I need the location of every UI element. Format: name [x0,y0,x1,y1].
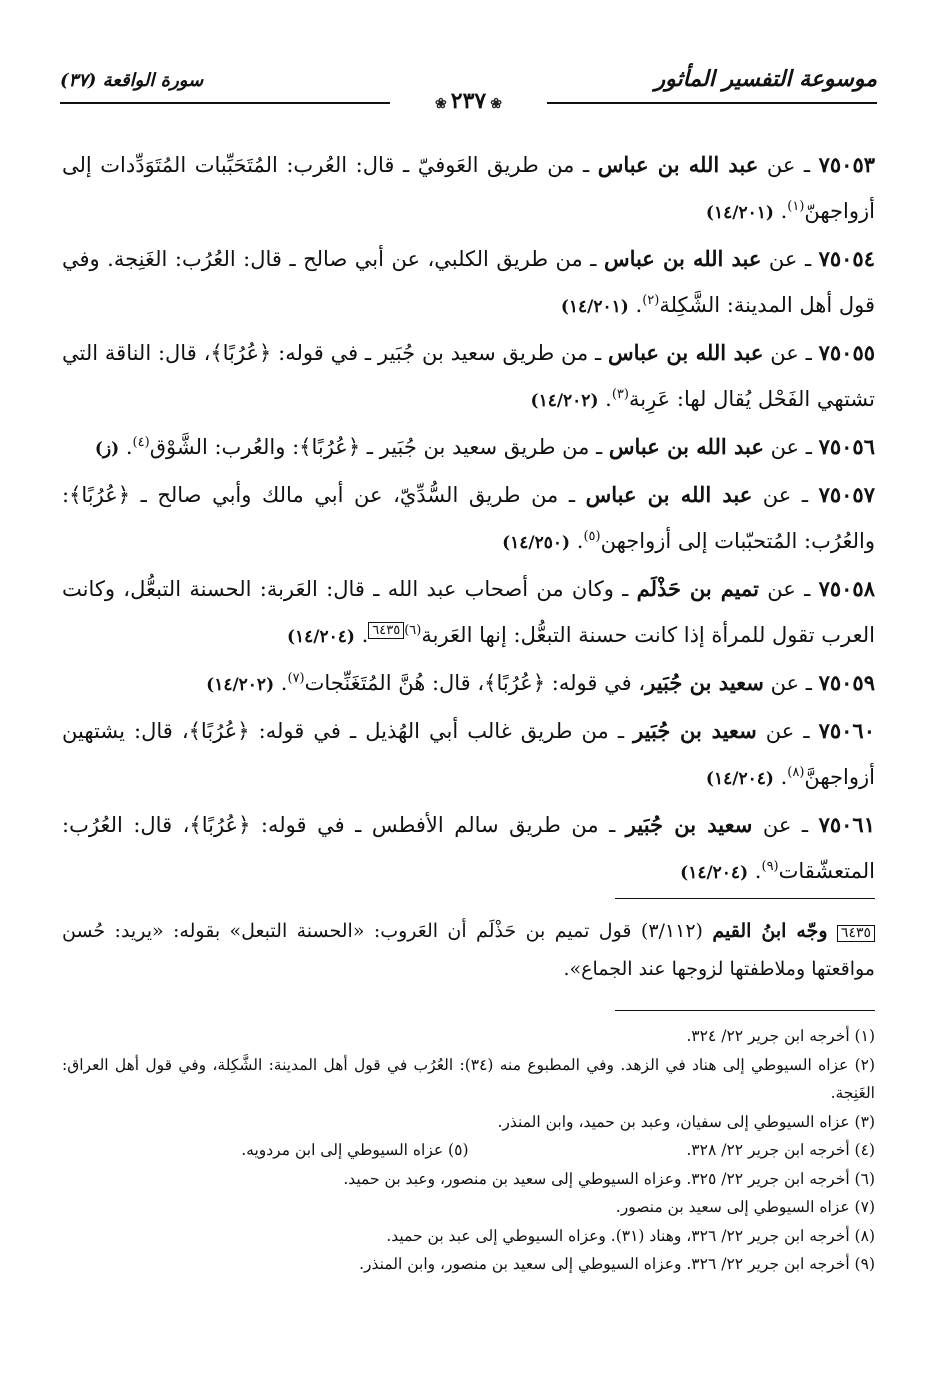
page-number-group [431,88,506,114]
entry-number: ٧٥٠٥٥ [818,340,876,365]
narrator-name: تميم بن حَذْلَم [636,576,759,601]
entry-text: . [773,199,788,223]
entry-text: . [748,859,762,883]
volume-ref: (١٤/٢٠٤) [705,769,774,789]
volume-ref: (ز) [94,439,120,459]
commentary-separator [615,898,875,899]
entry-number: ٧٥٠٥٧ [818,482,875,507]
footnote: (١) أخرجه ابن جرير ٢٢/ ٣٢٤. [686,1027,875,1045]
entry-number: ٧٥٠٥٦ [818,434,875,459]
entry-number: ٧٥٠٦١ [818,812,875,837]
entry-text: . [354,623,369,647]
volume-ref: (١٤/٢٠١) [705,203,774,223]
surah-label: سورة الواقعة (٣٧) [60,70,204,91]
commentary-text: (٣/١١٢) قول تميم بن حَذْلَم أن العَروب: «الحسنة التبعل» بقوله: «يريد: حُسن مواقعتها وملاطفتها لزوجها عند الجماع». [62,920,875,980]
entry-text: ـ عن [756,719,819,743]
footnote: (٨) أخرجه ابن جرير ٢٢/ ٣٢٦، وهناد (٣١). وعزاه السيوطي إلى عبد بن حميد. [386,1226,875,1245]
entry-text: ـ من طريق سعيد بن جُبَير ـ في قوله: ﴿عُرُبًا﴾، قال: الناقة التي تشتهي الفَحْل يُقال لها: عَرِبة [62,341,875,411]
volume-ref: (١٤/٢٠١) [560,297,629,317]
footnotes-separator [615,1010,875,1011]
entry-text: ـ وكان من أصحاب عبد الله ـ قال: العَربة: الحسنة التبعُّل، وكانت العرب تقول للمرأة إذا كانت حسنة التبعُّل: إنها العَربة [62,577,875,647]
footnote: (٥) عزاه السيوطي إلى ابن مردويه. [241,1141,469,1159]
entry-text: ـ عن [752,813,819,837]
footnote-marker[interactable]: (٧) [287,671,305,686]
narrator-name: عبد الله بن عباس [608,340,764,365]
book-title: موسوعة التفسير المأثور [654,66,877,92]
entry-text: . [274,671,288,695]
commentary-lead: وجّه ابنُ القيم [712,920,828,942]
entry-text: . [773,765,788,789]
footnote-marker[interactable]: (٣) [611,387,629,402]
entry-number: ٧٥٠٥٣ [818,152,876,177]
narrator-name: عبد الله بن عباس [585,482,753,507]
footnote: (٢) عزاه السيوطي إلى هناد في الزهد. وفي المطبوع منه (٣٤): العُرُب في قول أهل المدينة: الشَّكِلة، وفي قول أهل العراق: الغَنِجة. [62,1055,876,1102]
entry-text: ـ من طريق السُّدِّيّ، عن أبي مالك وأبي صالح ـ ﴿عُرُبًا﴾: والعُرُب: المُتحبّبات إلى أزواجهن [62,483,875,553]
footnote-marker[interactable]: (٦) [404,623,422,638]
entry-text: ـ من طريق الكلبي، عن أبي صالح ـ قال: العُرُب: الغَنِجة. وفي قول أهل المدينة: الشَّكِلة [62,247,875,317]
entry-text: ـ عن [752,483,819,507]
narration-entry [62,708,875,802]
footnotes-list [62,1022,875,1279]
narration-entry [62,802,875,896]
entry-text: ، في قوله: ﴿عُرُبًا﴾، قال: هُنَّ المُتَغَنِّجات [304,671,646,695]
footnote-row [62,1136,875,1165]
volume-ref: (١٤/٢٠٤) [680,863,749,883]
entry-text: . [119,435,133,459]
narration-entry [62,660,875,708]
entry-number: ٧٥٠٥٤ [818,246,875,271]
entry-text: ـ عن [758,153,819,177]
entry-text: ـ من طريق سالم الأفطس ـ في قوله: ﴿عُرُبًا﴾، قال: العُرُب: المتعشّقات [62,813,875,883]
entry-text: ـ عن [763,671,819,695]
ornament-icon: ❀ [435,96,447,112]
entry-number: ٧٥٠٥٩ [818,670,875,695]
entry-text: ـ عن [763,341,819,365]
narrator-name: سعيد بن جُبَير [625,812,753,837]
narration-entry [62,142,875,236]
narrator-name: سعيد بن جُبَير [633,718,757,743]
entry-text: . [570,529,584,553]
narration-entry [62,236,875,330]
narration-entry [62,566,875,660]
footnote-marker[interactable]: (٤) [132,435,150,450]
ornament-icon: ❀ [490,96,502,112]
entry-text: . [628,293,643,317]
entry-number: ٧٥٠٥٨ [818,576,875,601]
entry-text: ـ عن [761,247,819,271]
footnote: (٩) أخرجه ابن جرير ٢٢/ ٣٢٦. وعزاه السيوطي إلى سعيد بن منصور، وابن المنذر. [359,1255,875,1273]
page-header [60,66,877,126]
narrator-name: عبد الله بن عباس [608,434,764,459]
commentary-box-number: ٦٤٣٥ [837,925,875,942]
footnote-marker[interactable]: (٢) [642,293,660,308]
entry-text: ـ من طريق سعيد بن جُبَير ـ ﴿عُرُبًا﴾: والعُرب: الشَّوْق [149,435,609,459]
volume-ref: (١٤/٢٥٠) [502,533,571,553]
narration-entry [62,330,875,424]
entry-text: . [598,387,612,411]
footnote-marker[interactable]: (١) [787,199,805,214]
narrator-name: عبد الله بن عباس [603,246,762,271]
entry-text: ـ من طريق غالب أبي الهُذيل ـ في قوله: ﴿عُرُبًا﴾، قال: يشتهين أزواجهنَّ [62,719,875,789]
commentary-link-box[interactable]: ٦٤٣٥ [368,622,404,639]
footnote-marker[interactable]: (٨) [787,765,805,780]
narration-list [62,142,875,896]
narrator-name: عبد الله بن عباس [597,152,759,177]
header-rule-right [547,102,877,104]
volume-ref: (١٤/٢٠٢) [530,391,599,411]
volume-ref: (١٤/٢٠٤) [286,627,355,647]
volume-ref: (١٤/٢٠٢) [206,675,275,695]
entry-text: ـ من طريق العَوفيّ ـ قال: العُرب: المُتَحَبِّبات المُتَوَدِّدات إلى أزواجهنّ [62,153,875,223]
footnote: (٧) عزاه السيوطي إلى سعيد بن منصور. [615,1198,875,1216]
entry-number: ٧٥٠٦٠ [818,718,875,743]
commentary-block [62,912,875,988]
footnote-marker[interactable]: (٥) [583,529,601,544]
narrator-name: سعيد بن جُبَير [645,670,764,695]
narration-entry [62,472,875,566]
entry-text: ـ عن [763,435,819,459]
footnote: (٦) أخرجه ابن جرير ٢٢/ ٣٢٥. وعزاه السيوطي إلى سعيد بن منصور، وعبد بن حميد. [343,1169,875,1188]
footnote-marker[interactable]: (٩) [761,859,779,874]
header-rule-left [60,102,390,104]
narration-entry [62,424,875,472]
page-number: ٢٣٧ [450,88,487,114]
footnote: (٣) عزاه السيوطي إلى سفيان، وعبد بن حميد، وابن المنذر. [497,1112,875,1131]
footnote: (٤) أخرجه ابن جرير ٢٢/ ٣٢٨. [686,1141,875,1159]
entry-text: ـ عن [759,577,819,601]
